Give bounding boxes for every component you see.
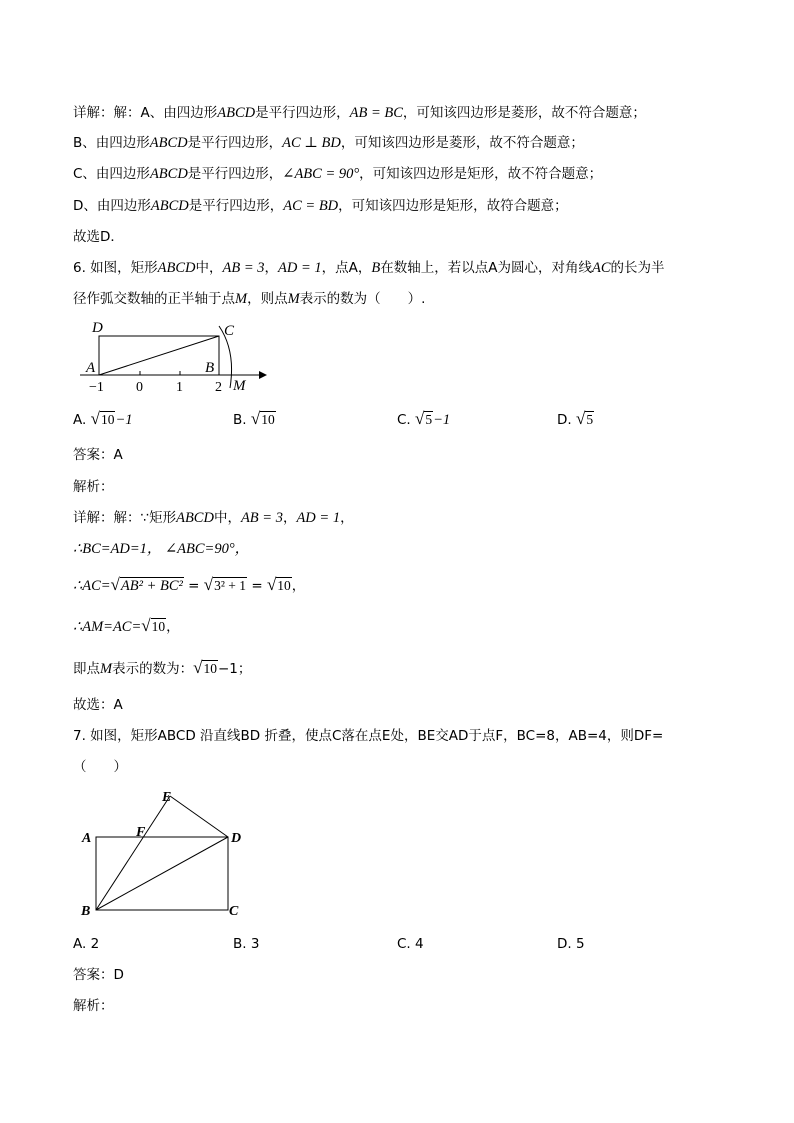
- text: 的长为半: [610, 260, 665, 276]
- text: 表示的数为：: [112, 661, 194, 677]
- sqrt: √5: [575, 409, 594, 428]
- math-abcd: ABCD: [176, 510, 214, 526]
- label-a: A: [86, 360, 96, 376]
- label-d: D: [92, 320, 103, 336]
- q6-detail: 详解：解：∵矩形ABCD中，AB = 3，AD = 1，: [73, 510, 354, 526]
- sqrt: √AB² + BC²: [110, 575, 183, 594]
- text: 即点: [73, 661, 100, 677]
- text: 中，: [213, 510, 241, 526]
- segment-ed: [170, 796, 228, 837]
- text: 详解：解：A、由四边形: [73, 105, 218, 121]
- equals: =: [251, 578, 263, 594]
- q5-line-d: [73, 197, 568, 215]
- q7-figure: [76, 784, 256, 924]
- math-condition: AC = BD: [283, 198, 339, 214]
- text: 是平行四边形，: [187, 166, 283, 182]
- segment-be: [96, 796, 170, 910]
- label-e: E: [162, 790, 172, 805]
- label-c: C: [229, 904, 239, 919]
- q7-analysis-label: 解析：: [73, 998, 114, 1014]
- q6-step4: [73, 659, 251, 678]
- math-ad: AD = 1: [296, 510, 341, 526]
- text: 是平行四边形，: [188, 198, 284, 214]
- text: ∴AM=AC=: [73, 619, 142, 635]
- q7-option-b: B. 3: [233, 936, 260, 952]
- text: 是平行四边形，: [255, 105, 350, 121]
- q6-step3: [73, 617, 180, 636]
- radicand: 10: [261, 412, 275, 427]
- q6-analysis-label: 解析：: [73, 479, 114, 495]
- radicand: 5: [425, 412, 433, 427]
- q6-option-d: [557, 410, 594, 429]
- radicand: 10: [203, 661, 217, 676]
- text: ，: [291, 578, 306, 594]
- label-f: F: [136, 825, 146, 840]
- radicand: 10: [277, 578, 291, 593]
- math-ac: AC: [592, 260, 611, 276]
- math-abcd: ABCD: [149, 135, 188, 151]
- diagonal-bd: [96, 837, 228, 910]
- math-b: B: [371, 260, 381, 276]
- q6-step2: [73, 576, 305, 595]
- number-line-arrow: [259, 371, 267, 379]
- radicand: AB² + BC²: [120, 578, 183, 594]
- q5-conclusion: 故选D．: [73, 229, 124, 245]
- text: ，点A，: [321, 260, 372, 276]
- q6-conclusion: 故选：A: [73, 697, 123, 713]
- sqrt: √5: [415, 409, 433, 428]
- text: 径作弧交数轴的正半轴于点: [73, 291, 235, 307]
- q7-stem-line2: （ ）: [73, 759, 127, 775]
- q6-stem-line2: [73, 290, 425, 308]
- option-letter: C.: [397, 412, 411, 428]
- radicand: 10: [100, 412, 115, 427]
- sqrt: √10: [193, 658, 217, 677]
- q7-answer: 答案：D: [73, 967, 124, 983]
- math-ad: AD = 1: [278, 260, 322, 276]
- sqrt: √3² + 1: [203, 575, 247, 594]
- tick-label: 1: [176, 380, 183, 395]
- text: ，可知该四边形是矩形，故不符合题意；: [359, 166, 603, 182]
- sqrt: √10: [266, 575, 291, 594]
- q5-line-a: [73, 104, 646, 122]
- label-c: C: [224, 323, 235, 339]
- q6-answer: 答案：A: [73, 447, 123, 463]
- option-letter: A.: [73, 412, 87, 428]
- q6-option-c: [397, 410, 450, 429]
- label-b: B: [205, 360, 215, 376]
- label-m: M: [233, 378, 246, 394]
- math-abcd: ABCD: [157, 260, 196, 276]
- text: ∴AC=: [73, 578, 111, 594]
- q7-option-d: D. 5: [557, 936, 585, 952]
- tick-label: 2: [215, 380, 222, 395]
- label-b: B: [81, 904, 91, 919]
- text: ，可知该四边形是菱形，故不符合题意；: [402, 105, 646, 121]
- text: 详解：解：∵矩形: [73, 510, 177, 526]
- sqrt: √10: [250, 409, 275, 428]
- tick-label: 0: [136, 380, 143, 395]
- q5-line-b: [73, 134, 584, 152]
- radicand: 3² + 1: [214, 578, 247, 593]
- math-condition: AB = BC: [349, 105, 403, 121]
- math-m: M: [235, 291, 248, 307]
- math-m: M: [100, 661, 113, 677]
- option-letter: B.: [233, 412, 247, 428]
- option-tail: −1: [433, 412, 451, 428]
- math-condition: AC ⊥ BD: [282, 135, 341, 151]
- math-m: M: [287, 291, 300, 307]
- q7-option-a: A. 2: [73, 936, 100, 952]
- q7-stem-line1: 7. 如图，矩形ABCD 沿直线BD 折叠，使点C落在点E处，BE交AD于点F，BC=8，AB=4，则DF=: [73, 728, 664, 744]
- text: ，: [166, 619, 180, 635]
- q6-option-b: [233, 410, 276, 429]
- math-ab: AB = 3: [240, 510, 283, 526]
- q6-option-a: [73, 410, 132, 429]
- text: 是平行四边形，: [187, 135, 283, 151]
- q5-line-c: [73, 165, 602, 183]
- equals: =: [188, 578, 200, 594]
- q7-option-c: C. 4: [397, 936, 424, 952]
- math-condition: ∠ABC = 90°: [282, 166, 360, 182]
- math-abcd: ABCD: [149, 166, 188, 182]
- option-letter: D.: [557, 412, 572, 428]
- q6-figure: [76, 316, 276, 396]
- text: 在数轴上，若以点A为圆心，对角线: [380, 260, 593, 276]
- q6-step1: ∴BC=AD=1， ∠ABC=90°，: [73, 541, 250, 557]
- text: 中，: [195, 260, 223, 276]
- text: C、由四边形: [73, 166, 150, 182]
- text: ，可知该四边形是矩形，故符合题意；: [338, 198, 568, 214]
- text: −1；: [217, 661, 252, 677]
- label-d: D: [231, 831, 242, 846]
- text: 6. 如图，矩形: [73, 260, 158, 276]
- text: B、由四边形: [73, 135, 150, 151]
- text: ，则点: [247, 291, 288, 307]
- label-a: A: [82, 831, 92, 846]
- radicand: 5: [586, 412, 594, 427]
- option-tail: −1: [115, 412, 133, 428]
- math-abcd: ABCD: [217, 105, 256, 121]
- math-abcd: ABCD: [150, 198, 189, 214]
- text: ，可知该四边形是菱形，故不符合题意；: [340, 135, 584, 151]
- text: D、由四边形: [73, 198, 151, 214]
- math-ab: AB = 3: [222, 260, 265, 276]
- sqrt: √10: [90, 409, 115, 428]
- q6-stem-line1: 6. 如图，矩形ABCD中，AB = 3，AD = 1，点A，B在数轴上，若以点A为圆心，对角线AC的长为半: [73, 260, 665, 276]
- tick-label: −1: [89, 380, 104, 395]
- diagonal-ac: [99, 336, 219, 375]
- radicand: 10: [151, 619, 166, 634]
- text: 表示的数为（ ）.: [299, 291, 426, 307]
- sqrt: √10: [141, 616, 166, 635]
